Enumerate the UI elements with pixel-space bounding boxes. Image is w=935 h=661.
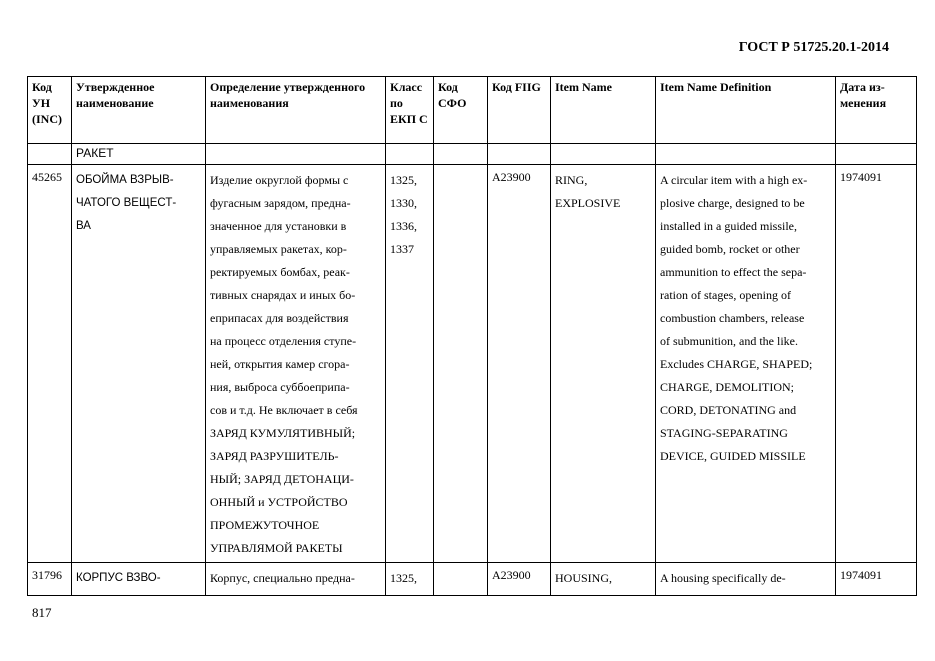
change-date-cell: 1974091 xyxy=(836,563,917,596)
text-line: тивных снарядах и иных бо- xyxy=(210,288,356,302)
text-line: ration of stages, opening of xyxy=(660,288,791,302)
text-line: ЗАРЯД РАЗРУШИТЕЛЬ- xyxy=(210,449,339,463)
text-line: EXPLOSIVE xyxy=(555,196,621,210)
item-definition-cell xyxy=(656,563,836,596)
text-line: 1325, xyxy=(390,571,417,585)
text-line: RING, xyxy=(555,173,588,187)
item-name-cell xyxy=(551,563,656,596)
sfo-cell xyxy=(434,165,488,563)
text-line: 1337 xyxy=(390,242,414,256)
text-line: 1325, xyxy=(390,173,417,187)
text-line: ЧАТОГО ВЕЩЕСТ- xyxy=(76,197,177,209)
text-line: A housing specifically de- xyxy=(660,571,786,585)
inc-cell: 31796 xyxy=(28,563,72,596)
text-line: of submunition, and the like. xyxy=(660,334,798,348)
col-header-definition: Определение утвержденного наименования xyxy=(206,77,386,144)
table-row-continuation xyxy=(28,144,917,165)
fiig-cell: A23900 xyxy=(488,563,551,596)
text-line: ния, выброса суббоеприпа- xyxy=(210,380,350,394)
text-line: Изделие округлой формы с xyxy=(210,173,349,187)
catalog-table xyxy=(27,76,917,596)
change-date-cell: 1974091 xyxy=(836,165,917,563)
table-row xyxy=(28,563,917,596)
col-header-item-definition: Item Name Definition xyxy=(656,77,836,144)
text-line: ПРОМЕЖУТОЧНОЕ xyxy=(210,518,320,532)
item-definition-cell xyxy=(656,165,836,563)
text-line: HOUSING, xyxy=(555,571,612,585)
document-standard-header: ГОСТ Р 51725.20.1-2014 xyxy=(738,40,889,55)
text-line: installed in a guided missile, xyxy=(660,219,797,233)
definition-cell xyxy=(206,165,386,563)
col-header-fiig: Код FIIG xyxy=(488,77,551,144)
text-line: CHARGE, DEMOLITION; xyxy=(660,380,794,394)
inc-cell: 45265 xyxy=(28,165,72,563)
text-line: A circular item with a high ex- xyxy=(660,173,808,187)
text-line: DEVICE, GUIDED MISSILE xyxy=(660,449,806,463)
text-line: ammunition to effect the sepa- xyxy=(660,265,807,279)
sfo-cell xyxy=(434,563,488,596)
text-line: STAGING-SEPARATING xyxy=(660,426,788,440)
fiig-cell: A23900 xyxy=(488,165,551,563)
class-cell xyxy=(386,563,434,596)
text-line: фугасным зарядом, предна- xyxy=(210,196,351,210)
text-line: на процесс отделения ступе- xyxy=(210,334,357,348)
col-header-class: Класс по ЕКП С xyxy=(386,77,434,144)
text-line: 1336, xyxy=(390,219,417,233)
text-line: ОННЫЙ и УСТРОЙСТВО xyxy=(210,495,348,509)
text-line: Корпус, специально предна- xyxy=(210,571,355,585)
text-line: УПРАВЛЯМОЙ РАКЕТЫ xyxy=(210,541,343,555)
col-header-item-name: Item Name xyxy=(551,77,656,144)
item-name-cell xyxy=(551,165,656,563)
text-line: еприпасах для воздействия xyxy=(210,311,349,325)
page-number: 817 xyxy=(32,605,52,620)
text-line: guided bomb, rocket or other xyxy=(660,242,800,256)
text-line: plosive charge, designed to be xyxy=(660,196,805,210)
text-line: ОБОЙМА ВЗРЫВ- xyxy=(76,174,174,186)
text-line: ней, открытия камер сгора- xyxy=(210,357,350,371)
approved-name-cell xyxy=(72,165,206,563)
text-line: CORD, DETONATING and xyxy=(660,403,797,417)
text-line: ректируемых бомбах, реак- xyxy=(210,265,350,279)
text-line: управляемых ракетах, кор- xyxy=(210,242,347,256)
col-header-sfo: Код СФО xyxy=(434,77,488,144)
text-line: НЫЙ; ЗАРЯД ДЕТОНАЦИ- xyxy=(210,472,354,486)
text-line: значенное для установки в xyxy=(210,219,347,233)
definition-cell xyxy=(206,563,386,596)
text-line: combustion chambers, release xyxy=(660,311,805,325)
text-line: КОРПУС ВЗВО- xyxy=(76,572,161,584)
text-line: 1330, xyxy=(390,196,417,210)
text-line: Excludes CHARGE, SHAPED; xyxy=(660,357,813,371)
text-line: ВА xyxy=(76,220,91,232)
col-header-inc: Код УН (INC) xyxy=(28,77,72,144)
class-cell xyxy=(386,165,434,563)
table-header-row xyxy=(28,77,917,144)
continuation-name: РАКЕТ xyxy=(72,144,206,165)
text-line: ЗАРЯД КУМУЛЯТИВНЫЙ; xyxy=(210,426,356,440)
col-header-approved-name: Утвержденное наименование xyxy=(72,77,206,144)
approved-name-cell xyxy=(72,563,206,596)
text-line: сов и т.д. Не включает в себя xyxy=(210,403,358,417)
table-row xyxy=(28,165,917,563)
col-header-change-date: Дата из-менения xyxy=(836,77,917,144)
